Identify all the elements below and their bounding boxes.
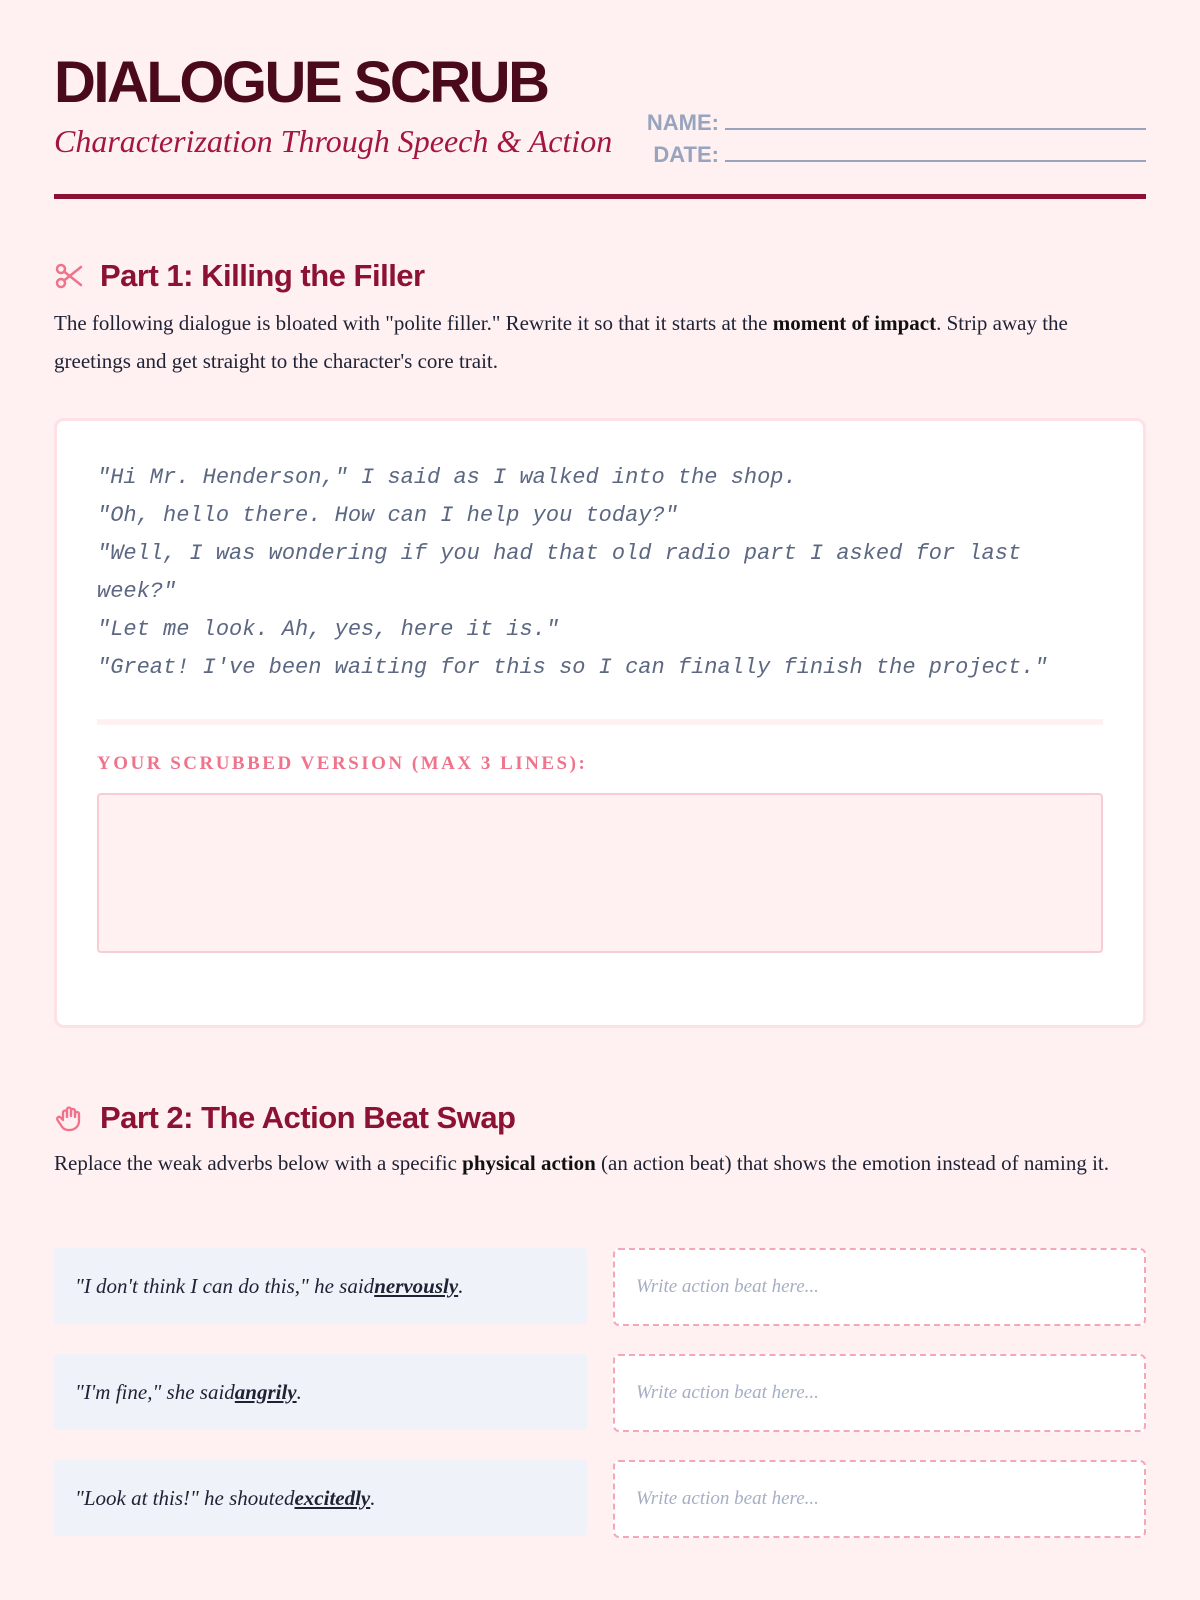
part2-intro-text: Replace the weak adverbs below with a specific — [54, 1151, 463, 1175]
name-blank-line[interactable] — [725, 110, 1146, 130]
action-beat-list — [54, 1248, 1146, 1566]
part2-intro-text-end: (an action beat) that shows the emotion instead of naming it. — [595, 1151, 1109, 1175]
part2-section — [54, 1100, 1146, 1180]
weak-adverb: nervously — [374, 1273, 459, 1298]
weak-adverb-sentence — [54, 1354, 587, 1430]
sentence-end: . — [370, 1485, 376, 1510]
part1-section — [54, 258, 1146, 380]
header-divider — [54, 194, 1146, 199]
page-title: DIALOGUE SCRUB — [54, 50, 548, 115]
worksheet-header — [54, 0, 1146, 198]
sentence-text: "I'm fine," she said — [75, 1379, 235, 1404]
dialogue-list — [97, 459, 1103, 687]
name-row — [641, 104, 1146, 136]
weak-adverb-sentence — [54, 1460, 587, 1536]
weak-adverb: angrily — [234, 1379, 297, 1404]
sentence-end: . — [458, 1273, 464, 1298]
weak-adverb-sentence — [54, 1248, 587, 1324]
action-beat-input[interactable] — [613, 1354, 1146, 1432]
dialogue-card — [54, 418, 1146, 1028]
dialogue-line: "Well, I was wondering if you had that old radio part I asked for last week?" — [97, 541, 1022, 604]
sentence-text: "Look at this!" he shouted — [75, 1485, 295, 1510]
dialogue-line: "Hi Mr. Henderson," I said as I walked into the shop. — [97, 465, 797, 490]
part1-intro-text: The following dialogue is bloated with "polite filler." Rewrite it so that it starts at the — [54, 311, 773, 335]
part1-intro-text-end: . Strip away the greetings and get straight to the character's core trait. — [54, 311, 1068, 373]
sentence-text: "I don't think I can do this," he said — [75, 1273, 375, 1298]
date-label: DATE: — [653, 142, 719, 167]
card-divider — [97, 719, 1103, 725]
scrubbed-version-input[interactable] — [97, 793, 1103, 953]
action-beat-row — [54, 1354, 1146, 1430]
scrubbed-version-label: YOUR SCRUBBED VERSION (MAX 3 LINES): — [97, 753, 588, 774]
action-beat-row — [54, 1248, 1146, 1324]
hand-icon — [54, 1103, 84, 1133]
date-row — [641, 136, 1146, 168]
dialogue-line: "Great! I've been waiting for this so I can finally finish the project." — [97, 655, 1048, 680]
part1-instructions — [54, 304, 1146, 380]
date-blank-line[interactable] — [725, 142, 1146, 162]
part2-title: Part 2: The Action Beat Swap — [100, 1100, 516, 1135]
part2-intro-emphasis: physical action — [462, 1151, 596, 1175]
sentence-end: . — [296, 1379, 302, 1404]
dialogue-line: "Let me look. Ah, yes, here it is." — [97, 617, 560, 642]
dialogue-line: "Oh, hello there. How can I help you today?" — [97, 503, 678, 528]
name-label: NAME: — [646, 110, 719, 135]
action-beat-input[interactable] — [613, 1248, 1146, 1326]
part1-title: Part 1: Killing the Filler — [100, 258, 425, 293]
part1-heading — [54, 258, 1146, 294]
part2-heading — [54, 1100, 1146, 1136]
action-beat-row — [54, 1460, 1146, 1536]
part2-instructions — [54, 1146, 1146, 1180]
student-info — [641, 104, 1146, 168]
weak-adverb: excitedly — [294, 1485, 371, 1510]
part1-intro-emphasis: moment of impact — [772, 311, 937, 335]
scissors-icon — [54, 261, 84, 291]
page-subtitle: Characterization Through Speech & Action — [54, 123, 613, 159]
action-beat-input[interactable] — [613, 1460, 1146, 1538]
